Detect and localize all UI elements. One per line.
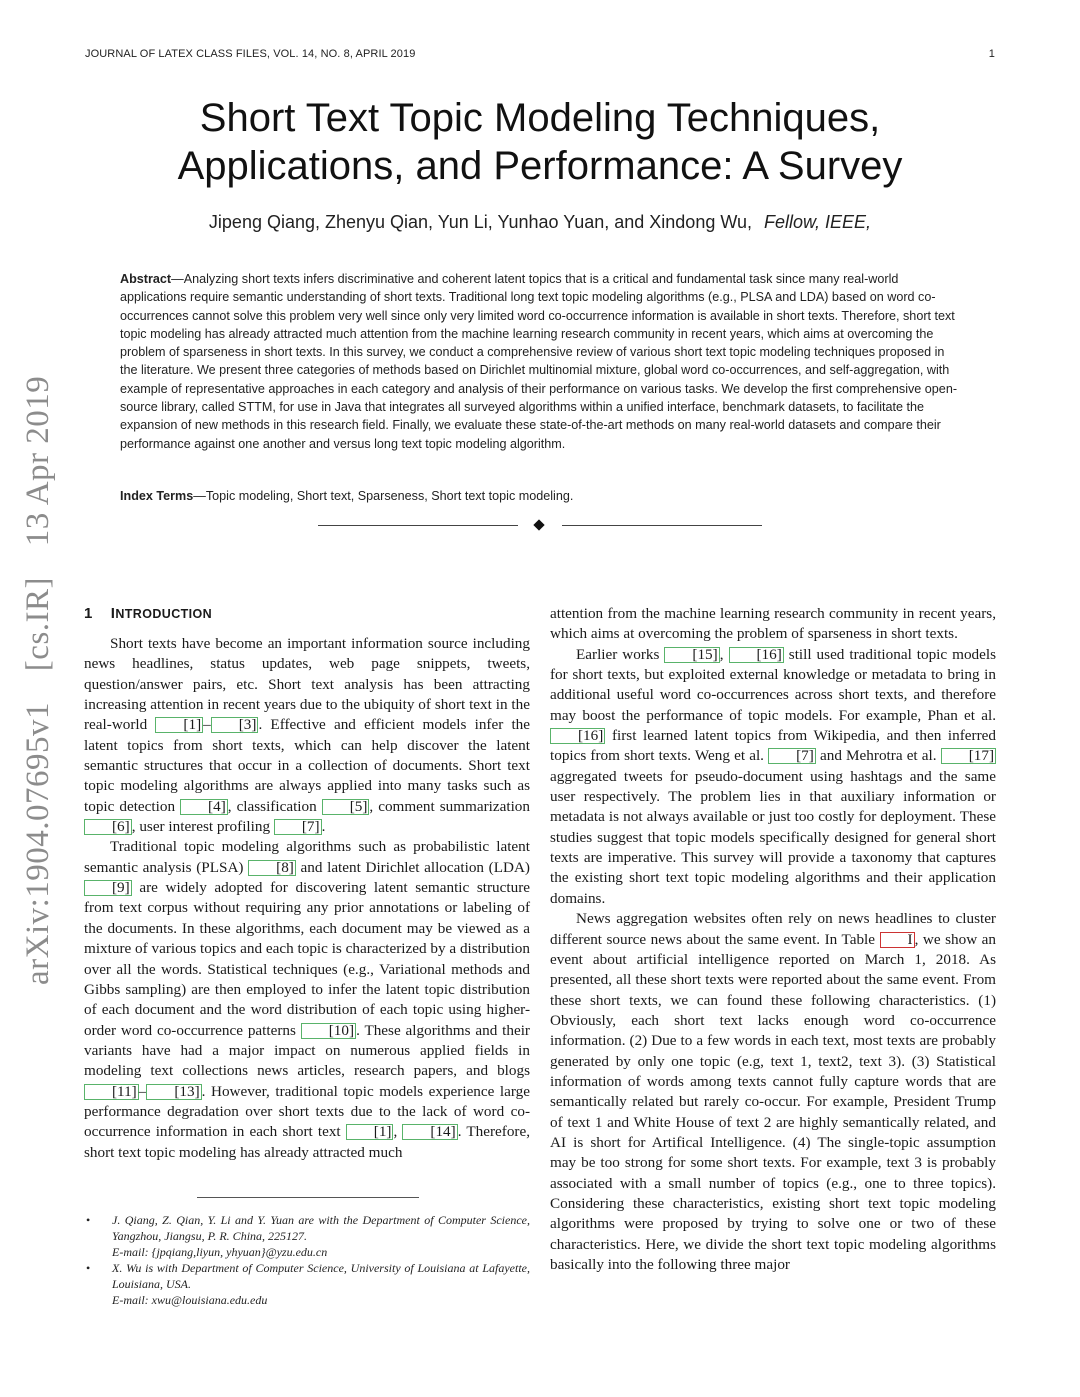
citation-link[interactable]: [3] xyxy=(211,717,259,733)
index-terms-label: Index Terms xyxy=(120,489,194,503)
text-run: and Mehrotra et al. xyxy=(815,747,941,765)
text-run: still used traditional topic models for short texts, but exploited external knowledge or metadata to bring in additional useful word co-occurrences across short texts, and therefore may boost the performance of topic models. For example, Phan et al. xyxy=(550,645,997,724)
page-number: 1 xyxy=(988,48,995,60)
citation-link[interactable]: [5] xyxy=(322,799,370,815)
author-list xyxy=(0,212,1080,233)
footnotes xyxy=(84,1212,530,1308)
section-number: 1 xyxy=(84,605,93,622)
citation-link[interactable]: [4] xyxy=(180,799,228,815)
abstract-label: Abstract xyxy=(120,272,172,286)
text-run: Traditional topic modeling algorithms such as probabilistic latent semantic analysis (PLSA) xyxy=(84,838,530,876)
citation-link[interactable]: [16] xyxy=(729,647,784,663)
footnote-item xyxy=(84,1212,530,1260)
text-run: – xyxy=(138,1082,147,1100)
paragraph xyxy=(550,909,996,1275)
index-terms-text: —Topic modeling, Short text, Sparseness, Short text topic modeling. xyxy=(193,489,574,503)
citation-link[interactable]: [8] xyxy=(248,860,296,876)
citation-link[interactable]: [11] xyxy=(84,1084,139,1100)
text-run: Short texts have become an important information source including news headlines, status updates, web page snippets, tweets, question/answer pairs, etc. Short text analysis has been attracting increasing attention in recent years due to the ubiquity of short text in the real-world xyxy=(84,635,530,734)
citation-link[interactable]: [7] xyxy=(274,819,322,835)
running-head xyxy=(85,48,995,60)
arxiv-date: 13 Apr 2019 xyxy=(20,375,56,547)
paper-title xyxy=(0,94,1080,190)
title-line-2: Applications, and Performance: A Survey xyxy=(177,144,903,188)
arxiv-stamp[interactable] xyxy=(20,375,57,985)
left-column xyxy=(84,604,530,1163)
text-run: , we show an event about artificial intelligence reported on March 1, 2018. As presented, all these short texts were reported about the same event. From these short texts, we can found these following characteristics. (1) Obviously, each short text lacks enough word co-occurrence information. (2) Due to a few words in each text, most texts are probably generated by only one topic (e.g, text 1, text2, text 3). (3) Statistical information of words among texts cannot fully capture words that are semantically related but rarely co-occur. For example, President Trump of text 1 and White House of text 2 are highly semantically related, and AI is short for Artifical Intelligence. (4) The single-topic assumption may be too strong for some short texts. For example, text 3 is probably associated with a small number of topics (e.g., one to three topics). Considering these characteristics, existing short text topic modeling algorithms were proposed by trying to solve one or two of these characteristics. Here, we divide the short text topic modeling algorithms basically into the following three major xyxy=(550,930,997,1273)
citation-link[interactable]: [17] xyxy=(941,748,996,764)
text-run: . Therefore, short text topic modeling has already attracted much xyxy=(84,1123,531,1161)
text-run: aggregated tweets for pseudo-document using hashtags and the same user respectively. The problem lies in that auxiliary information or metadata is not always available or just too costly for deployment. These studies suggest that topic models specifically designed for general short texts are imperative. This survey will provide a taxonomy that captures the existing short text topic modeling algorithms and their application domains. xyxy=(550,767,996,907)
footnote-affiliation: J. Qiang, Z. Qian, Y. Li and Y. Yuan are with the Department of Computer Science, Yangzhou, Jiangsu, P. R. China, 225127. xyxy=(112,1213,530,1243)
paragraph xyxy=(84,634,530,837)
citation-link[interactable]: [14] xyxy=(402,1124,457,1140)
footnote-rule xyxy=(197,1197,419,1198)
text-run: . These algorithms and their variants have had a major impact on numerous applied fields in modeling text collections news articles, research papers, and blogs xyxy=(84,1021,530,1080)
section-title-initial: I xyxy=(110,605,116,622)
journal-name: JOURNAL OF LATEX CLASS FILES, VOL. 14, NO. 8, APRIL 2019 xyxy=(85,48,416,60)
section-heading-introduction xyxy=(84,604,530,624)
divider-line-right xyxy=(562,525,762,526)
paragraph xyxy=(84,837,530,1163)
text-run: and latent Dirichlet allocation (LDA) xyxy=(295,858,530,876)
section-title-rest: NTRODUCTION xyxy=(115,607,213,621)
text-run: . xyxy=(321,818,326,836)
citation-link[interactable]: [9] xyxy=(84,880,132,896)
arxiv-id[interactable]: arXiv:1904.07695v1 xyxy=(20,701,56,985)
table-reference-link[interactable]: I xyxy=(880,932,915,948)
title-line-1: Short Text Topic Modeling Techniques, xyxy=(199,96,881,140)
text-run: – xyxy=(203,716,211,734)
diamond-icon xyxy=(533,519,544,530)
citation-link[interactable]: [6] xyxy=(84,819,132,835)
footnote-item xyxy=(84,1260,530,1308)
bullet-icon: • xyxy=(86,1213,91,1227)
footnote-email: E-mail: {jpqiang,liyun, yhyuan}@yzu.edu.cn xyxy=(112,1245,328,1259)
text-run: . Effective and efficient models infer the latent topics from short texts, which can help discover the latent semantic structures that occur in a collection of documents. Short text topic modeling algorithms are always applied into many tasks such as topic detection xyxy=(84,716,530,815)
text-run: are widely adopted for discovering latent semantic structure from text corpus without requiring any prior annotations or labeling of the documents. In these algorithms, each document may be viewed as a mixture of various topics and each topic is characterized by a distribution over all the words. Statistical techniques (e.g., Variational methods and Gibbs sampling) are then employed to infer the latent topic distribution of each document and the word distribution of each topic using higher-order word co-occurrence patterns xyxy=(84,879,530,1039)
paragraph: attention from the machine learning research community in recent years, which aims at overcoming the problem of sparseness in short texts. xyxy=(550,605,996,643)
footnote-email: E-mail: xwu@louisiana.edu.edu xyxy=(112,1293,268,1307)
arxiv-category: [cs.IR] xyxy=(20,576,56,672)
citation-link[interactable]: [10] xyxy=(301,1023,356,1039)
index-terms xyxy=(120,489,960,503)
right-column xyxy=(550,604,996,1275)
citation-link[interactable]: [16] xyxy=(550,728,605,744)
text-run: , comment summarization xyxy=(369,797,530,815)
text-run: first learned latent topics from Wikipedia, and then inferred topics from short texts. Weng et al. xyxy=(550,727,996,765)
section-divider xyxy=(318,520,762,532)
text-run: , user interest profiling xyxy=(131,818,274,836)
citation-link[interactable]: [1] xyxy=(346,1124,394,1140)
footnote-affiliation: X. Wu is with Department of Computer Science, University of Louisiana at Lafayette, Louisiana, USA. xyxy=(112,1261,530,1291)
author-fellow-title: Fellow, IEEE, xyxy=(764,212,872,232)
text-run: . However, traditional topic models experience large performance degradation over short texts due to the lack of word co-occurrence information in each short text xyxy=(84,1082,530,1141)
citation-link[interactable]: [1] xyxy=(155,717,203,733)
text-run: , xyxy=(719,645,729,663)
author-names: Jipeng Qiang, Zhenyu Qian, Yun Li, Yunhao Yuan, and Xindong Wu, xyxy=(208,212,753,232)
citation-link[interactable]: [15] xyxy=(664,647,719,663)
divider-line-left xyxy=(318,525,518,526)
bullet-icon: • xyxy=(86,1261,91,1275)
text-run: , classification xyxy=(227,797,322,815)
text-run: , xyxy=(393,1123,403,1141)
citation-link[interactable]: [13] xyxy=(146,1084,201,1100)
text-run: News aggregation websites often rely on news headlines to cluster different source news about the same event. In Table xyxy=(550,910,996,948)
abstract-text: —Analyzing short texts infers discriminative and coherent latent topics that is a critical and fundamental task since many real-world applications require semantic understanding of short texts. Traditional long text topic modeling algorithms (e.g., PLSA and LDA) based on word co-occurrences cannot solve this problem very well since only very limited word co-occurrence information is available in short texts. Therefore, short text topic modeling has already attracted much attention from the machine learning research community in recent years, which aims at overcoming the problem of sparseness in short texts. In this survey, we conduct a comprehensive review of various short text topic modeling techniques proposed in the literature. We present three categories of methods based on Dirichlet multinomial mixture, global word co-occurrences, and self-aggregation, with example of representative approaches in each category and analysis of their performance on various tasks. We develop the first comprehensive open-source library, called STTM, for use in Java that integrates all surveyed algorithms within a unified interface, benchmark datasets, to facilitate the expansion of new methods in this research field. Finally, we evaluate these state-of-the-art methods on many real-world datasets and compare their performance against one another and versus long text topic modeling algorithm. xyxy=(120,272,958,451)
paragraph xyxy=(550,645,996,909)
abstract xyxy=(120,270,960,453)
text-run: Earlier works xyxy=(576,645,665,663)
citation-link[interactable]: [7] xyxy=(768,748,816,764)
